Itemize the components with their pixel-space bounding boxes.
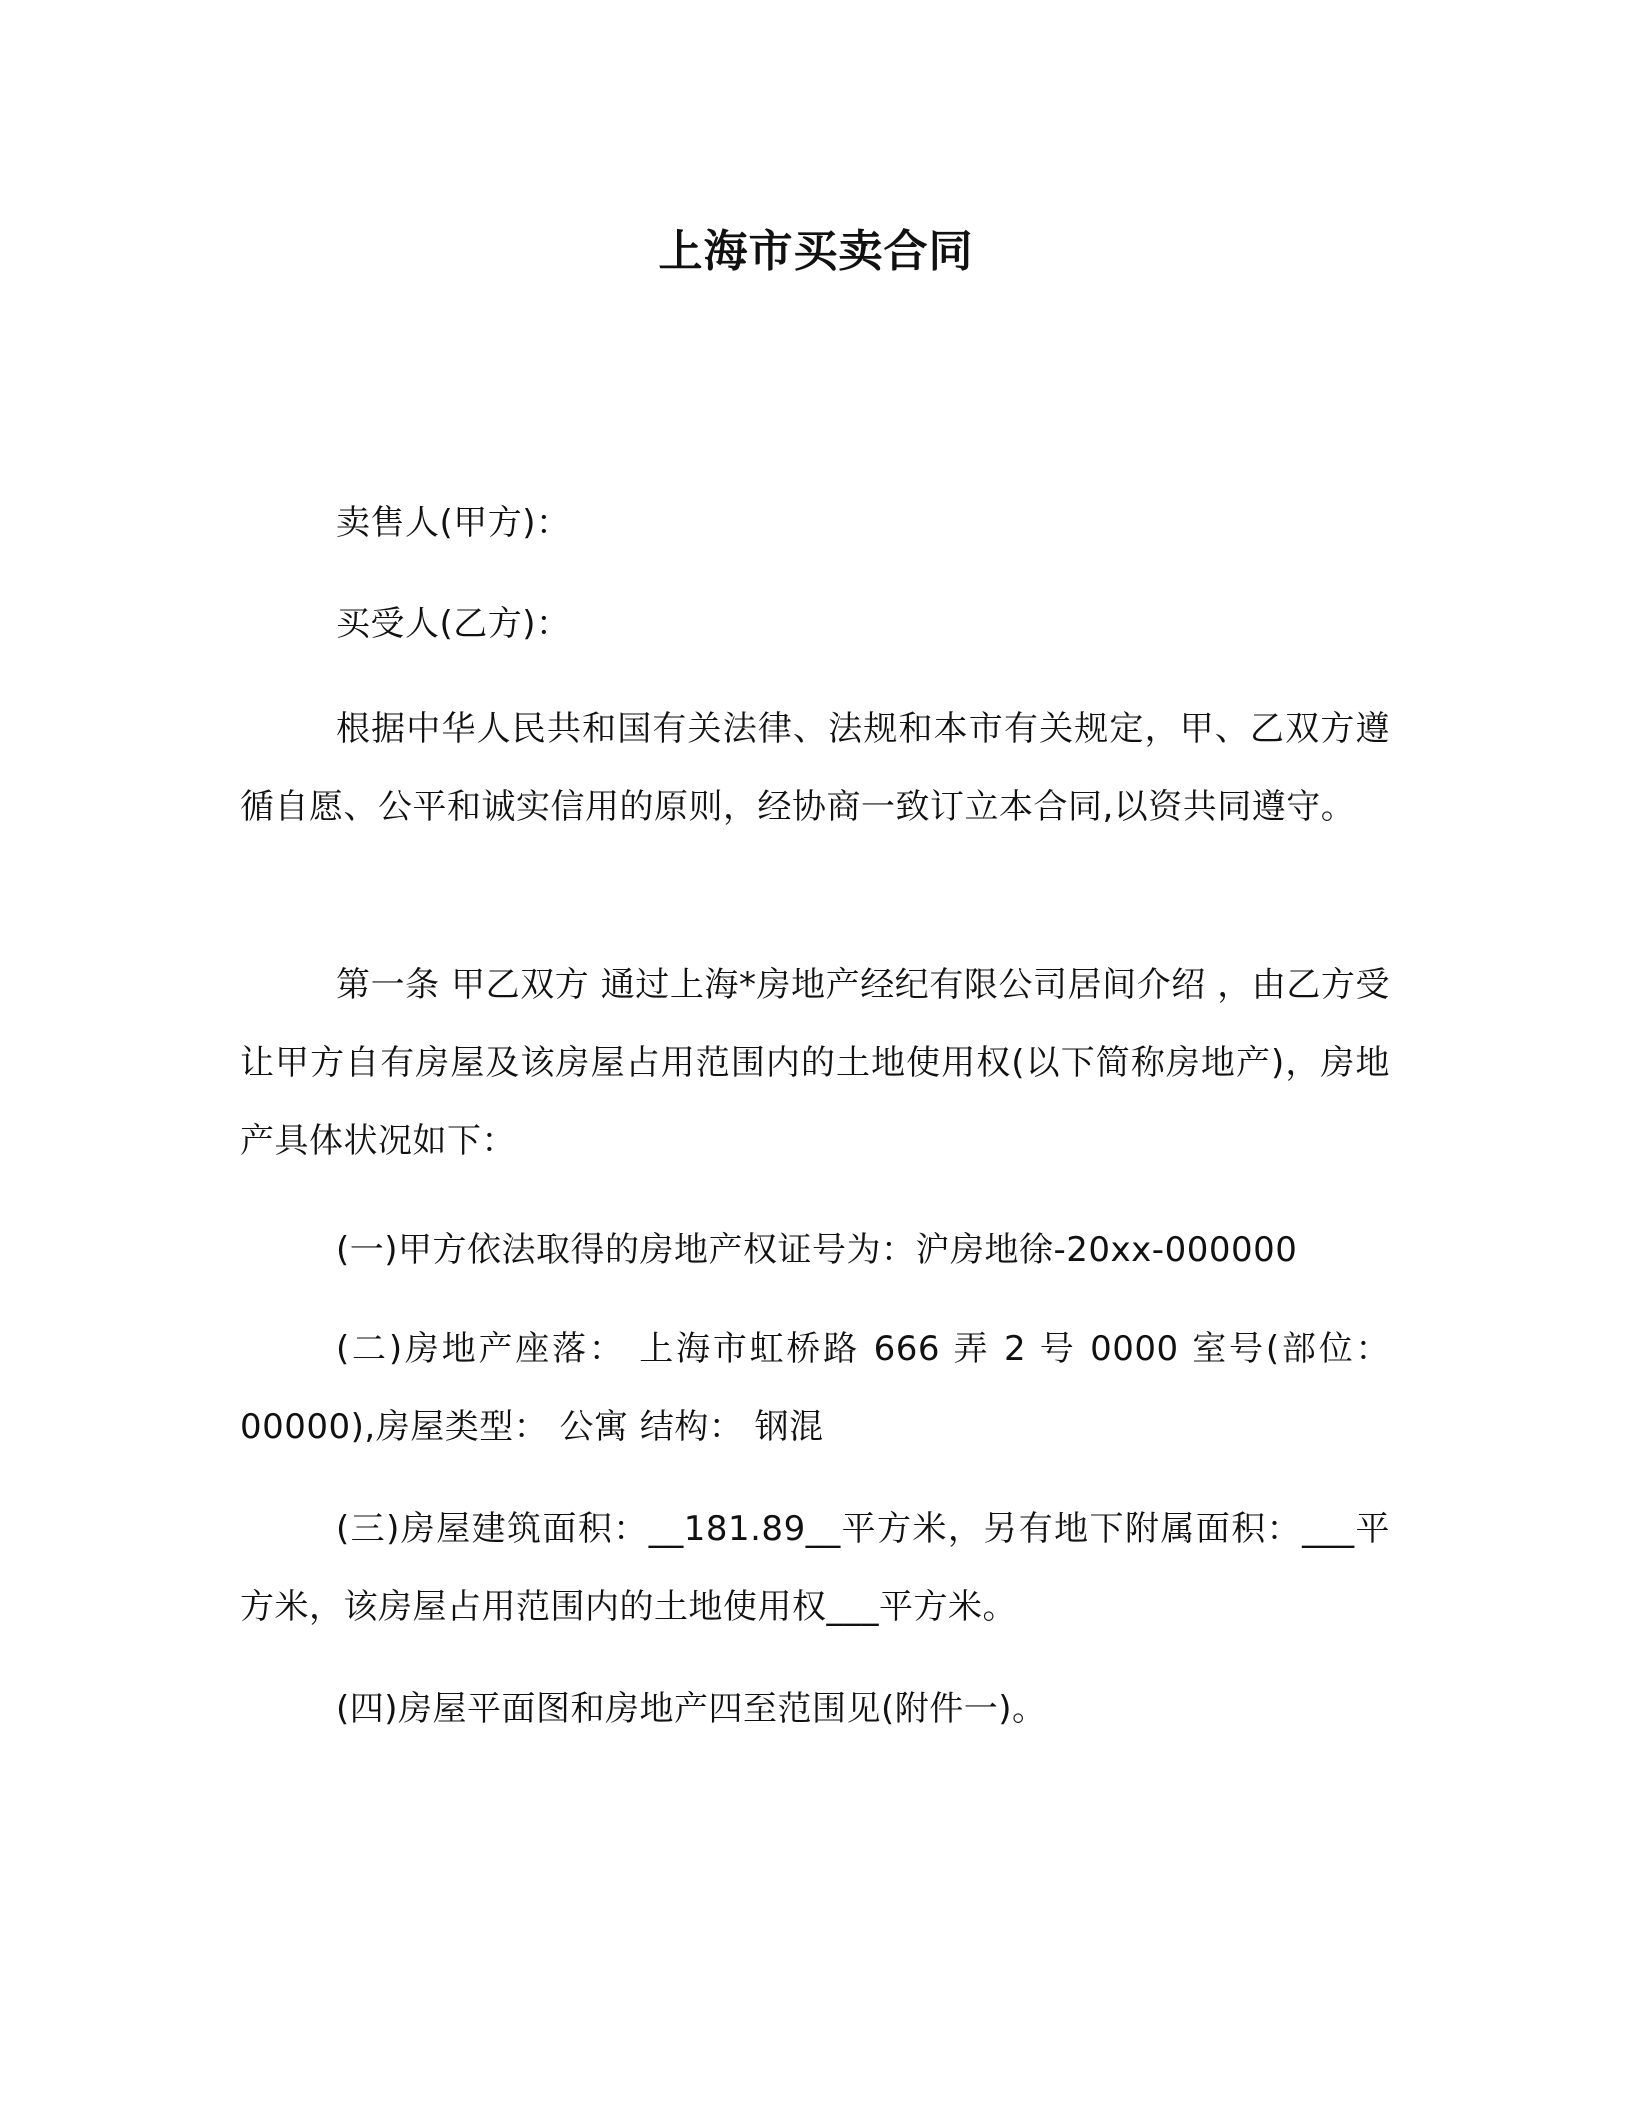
item-1-certificate: (一)甲方依法取得的房地产权证号为：沪房地徐-20xx-000000 bbox=[336, 1230, 1298, 1270]
buyer-label: 买受人(乙方)： bbox=[336, 604, 571, 644]
document-title: 上海市买卖合同 bbox=[658, 226, 974, 277]
intro-paragraph: 根据中华人民共和国有关法律、法规和本市有关规定，甲、乙双方遵循自愿、公平和诚实信用的原则，经协商一致订立本合同,以资共同遵守。 bbox=[240, 709, 1390, 827]
article-1-paragraph: 第一条 甲乙双方 通过上海*房地产经纪有限公司居间介绍 ，由乙方受让甲方自有房屋及该房屋占用范围内的土地使用权(以下简称房地产)，房地产具体状况如下： bbox=[240, 965, 1390, 1161]
item-2-location: (二)房地产座落： 上海市虹桥路 666 弄 2 号 0000 室号(部位：00000),房屋类型： 公寓 结构： 钢混 bbox=[240, 1329, 1390, 1447]
seller-label: 卖售人(甲方)： bbox=[336, 503, 571, 543]
item-3-area: (三)房屋建筑面积：__181.89__平方米，另有地下附属面积：___平方米，该房屋占用范围内的土地使用权___平方米。 bbox=[240, 1509, 1390, 1627]
item-4-floorplan: (四)房屋平面图和房地产四至范围见(附件一)。 bbox=[336, 1689, 1047, 1729]
